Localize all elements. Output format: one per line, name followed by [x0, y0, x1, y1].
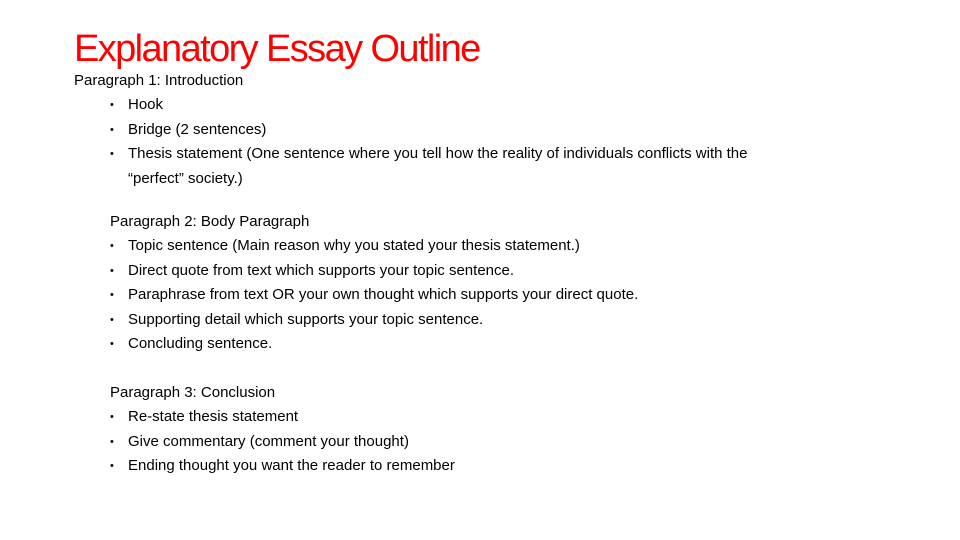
bullet-icon: •	[110, 289, 114, 301]
list-item: • Ending thought you want the reader to remember	[110, 454, 455, 479]
bullet-icon: •	[110, 460, 114, 472]
section-heading-conclusion: Paragraph 3: Conclusion	[110, 384, 276, 401]
body-list	[110, 234, 638, 357]
list-item: • Bridge (2 sentences)	[110, 118, 747, 143]
bullet-icon: •	[110, 123, 114, 136]
list-item: • Direct quote from text which supports your topic sentence.	[110, 259, 638, 284]
list-item: • Concluding sentence.	[110, 332, 638, 357]
bullet-icon: •	[110, 240, 114, 252]
conclusion-list	[110, 405, 455, 479]
introduction-list	[110, 93, 747, 191]
bullet-icon: •	[110, 99, 114, 111]
list-item: • Re-state thesis statement	[110, 405, 455, 430]
bullet-icon: •	[110, 411, 114, 423]
bullet-icon: •	[110, 338, 114, 350]
list-item: • Hook	[110, 93, 747, 118]
section-heading-introduction: Paragraph 1: Introduction	[74, 72, 244, 89]
bullet-icon: •	[110, 148, 114, 160]
list-item: • Topic sentence (Main reason why you stated your thesis statement.)	[110, 234, 638, 259]
list-item: • Paraphrase from text OR your own thought which supports your direct quote.	[110, 283, 638, 308]
page-title: Explanatory Essay Outline	[74, 28, 480, 70]
bullet-icon: •	[110, 435, 114, 448]
list-item: • Supporting detail which supports your topic sentence.	[110, 308, 638, 333]
list-item: • Give commentary (comment your thought)	[110, 430, 455, 455]
bullet-icon: •	[110, 264, 114, 277]
bullet-icon: •	[110, 313, 114, 326]
list-item: • Thesis statement (One sentence where you tell how the reality of individuals conflicts with the “perfect” society.)	[110, 142, 747, 191]
section-heading-body: Paragraph 2: Body Paragraph	[110, 213, 310, 230]
